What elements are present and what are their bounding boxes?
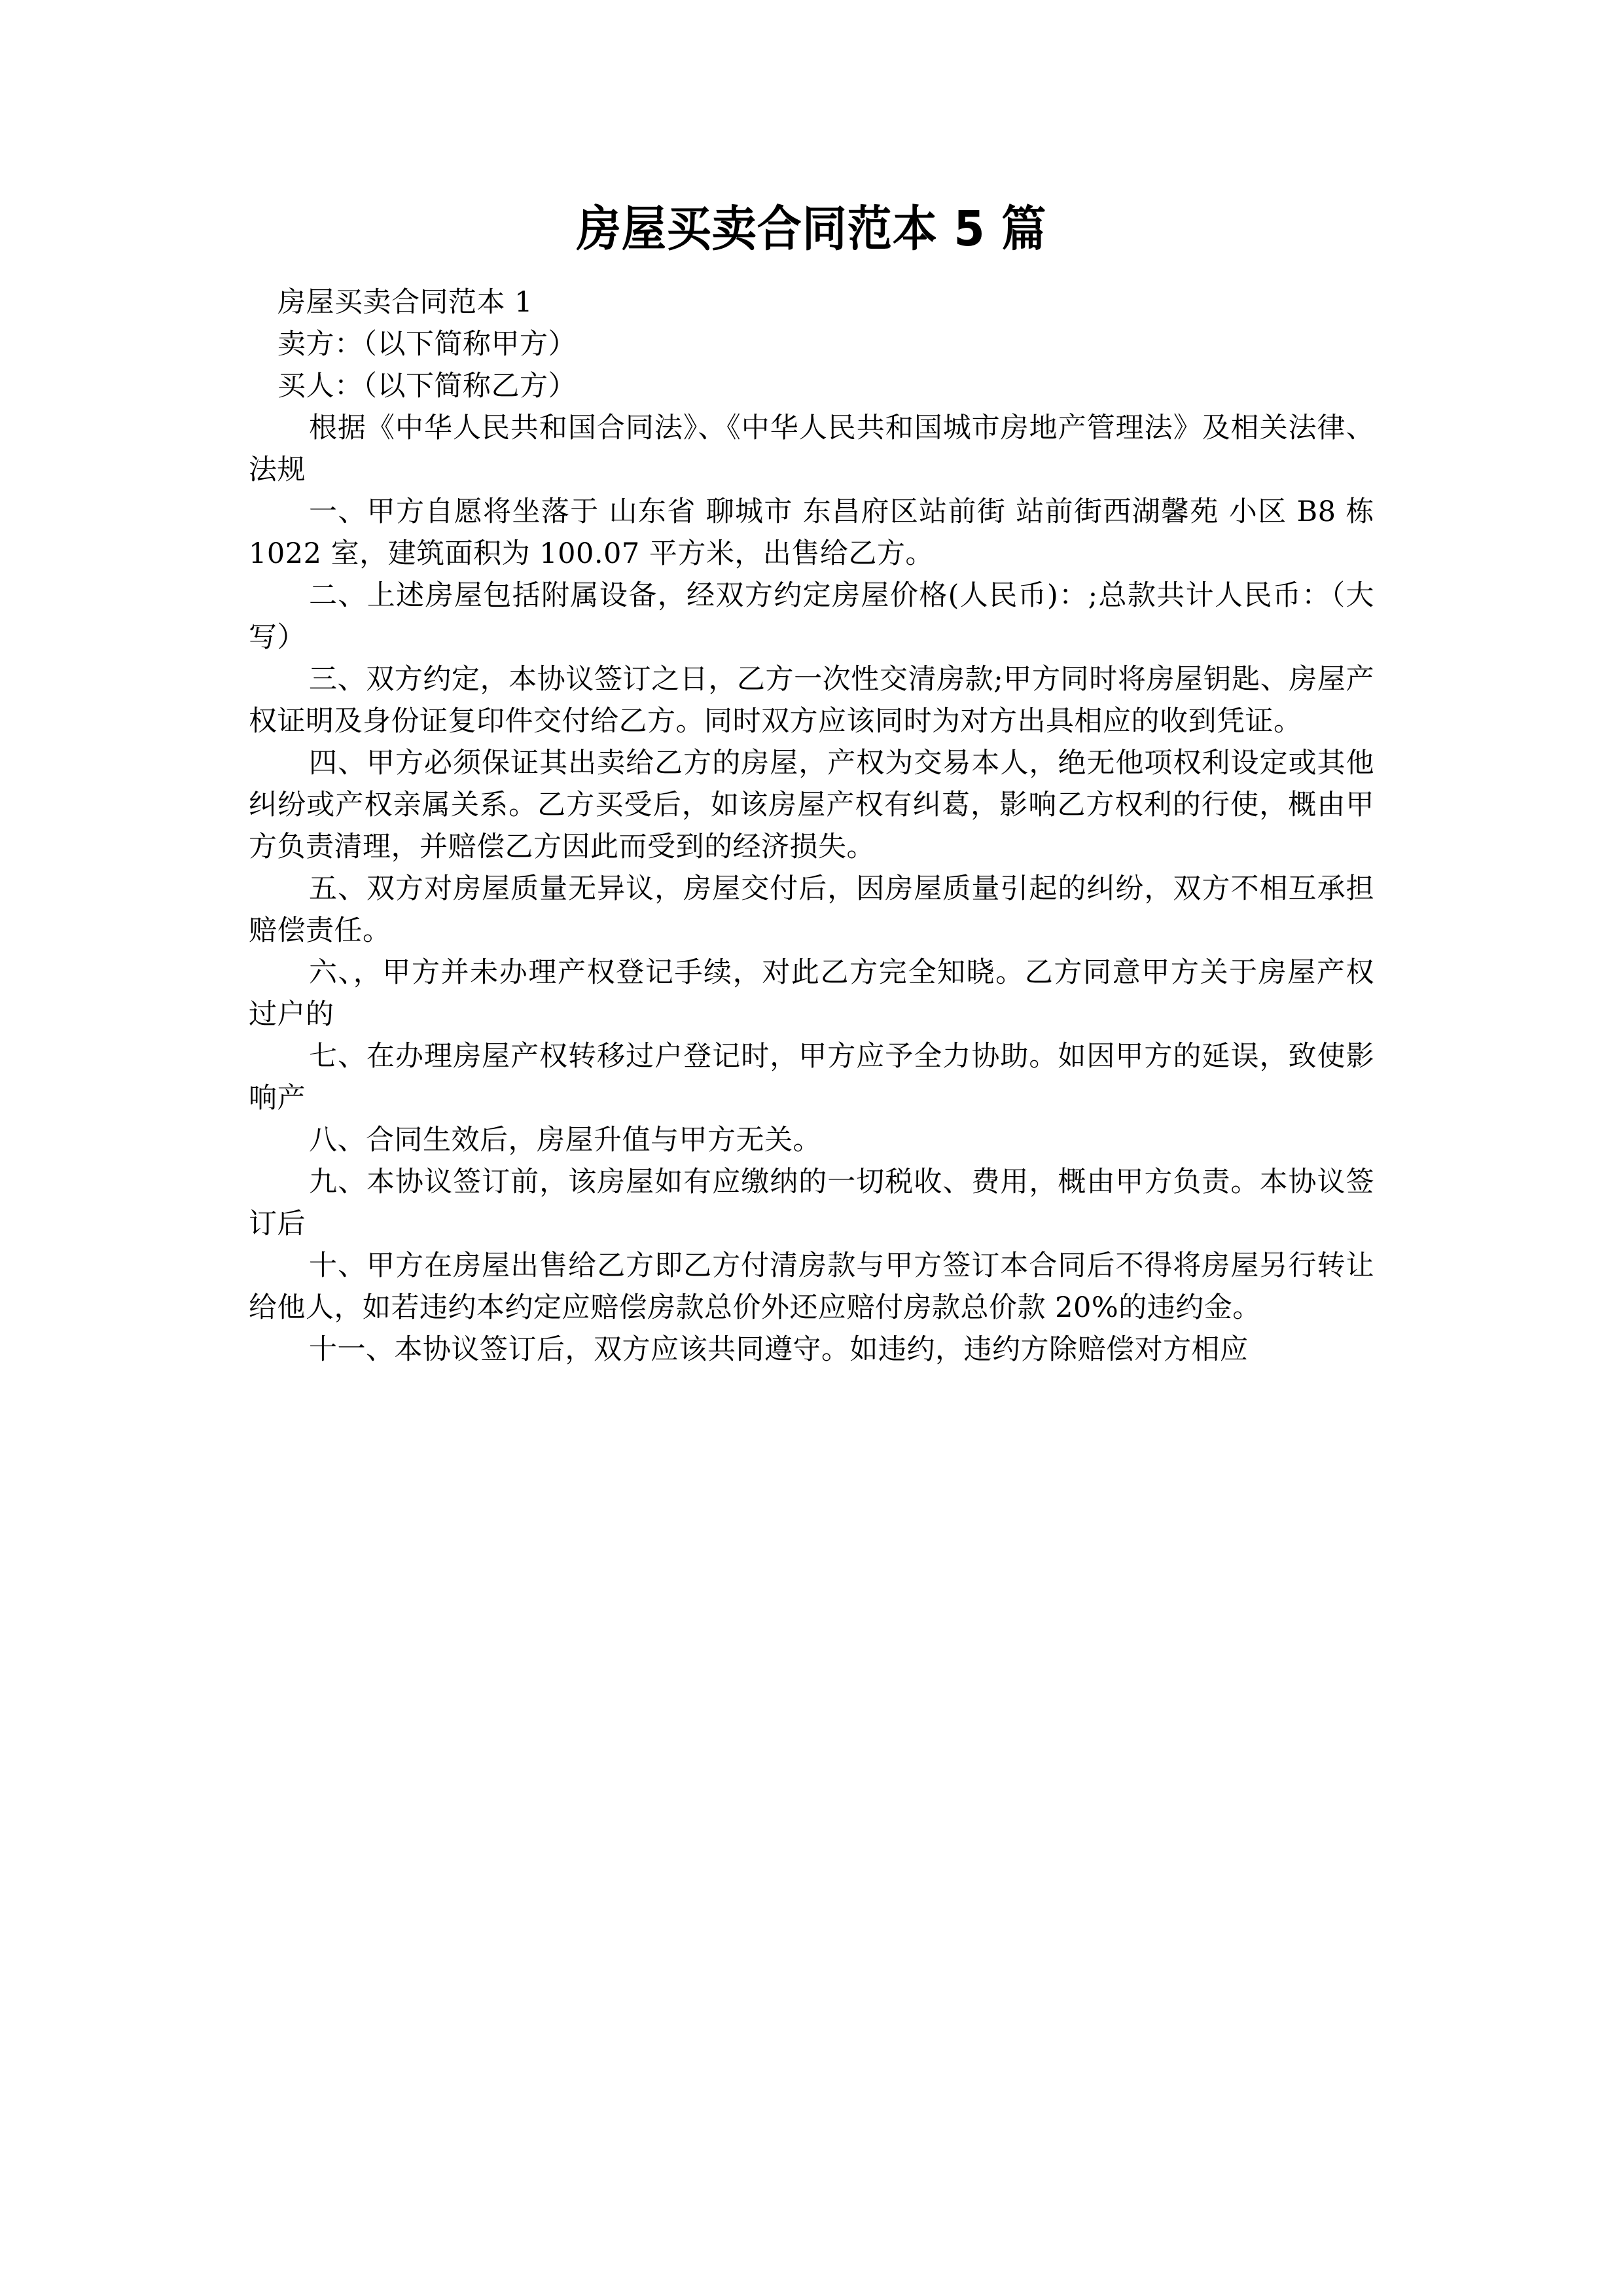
paragraph-clause-4: 四、甲方必须保证其出卖给乙方的房屋，产权为交易本人，绝无他项权利设定或其他纠纷或产权亲属关系。乙方买受后，如该房屋产权有纠葛，影响乙方权利的行使，概由甲方负责清理，并赔偿乙方因此而受到的经济损失。	[249, 747, 1374, 863]
paragraph-clause-7: 七、在办理房屋产权转移过户登记时，甲方应予全力协助。如因甲方的延误，致使影响产	[249, 1040, 1374, 1115]
paragraph-buyer-line: 买人：（以下简称乙方）	[277, 370, 577, 403]
paragraph-preamble: 根据《中华人民共和国合同法》、《中华人民共和国城市房地产管理法》及相关法律、法规	[249, 412, 1374, 486]
paragraph-clause-10: 十、甲方在房屋出售给乙方即乙方付清房款与甲方签订本合同后不得将房屋另行转让给他人，如若违约本约定应赔偿房款总价外还应赔付房款总价款 20%的违约金。	[249, 1249, 1374, 1324]
page-title: 房屋买卖合同范本 5 篇	[576, 201, 1047, 257]
paragraph-clause-11: 十一、本协议签订后，双方应该共同遵守。如违约，违约方除赔偿对方相应	[309, 1333, 1249, 1366]
paragraph-clause-1: 一、甲方自愿将坐落于 山东省 聊城市 东昌府区站前街 站前街西湖馨苑 小区 B8 栋 1022 室，建筑面积为 100.07 平方米，出售给乙方。	[249, 495, 1374, 570]
paragraph-seller-line: 卖方：（以下简称甲方）	[277, 328, 577, 361]
document-content	[249, 0, 1374, 1371]
paragraph-clause-8: 八、合同生效后，房屋升值与甲方无关。	[309, 1124, 821, 1157]
paragraph-clause-9: 九、本协议签订前，该房屋如有应缴纳的一切税收、费用，概由甲方负责。本协议签订后	[249, 1166, 1374, 1240]
title-body-spacer	[249, 262, 1374, 281]
paragraph-clause-2: 二、上述房屋包括附属设备，经双方约定房屋价格(人民币)：;总款共计人民币：（大写）	[249, 579, 1374, 654]
paragraph-heading-sample-1: 房屋买卖合同范本 1	[277, 286, 533, 319]
paragraph-clause-5: 五、双方对房屋质量无异议，房屋交付后，因房屋质量引起的纠纷，双方不相互承担赔偿责任。	[249, 872, 1374, 947]
paragraph-clause-6: 六、，甲方并未办理产权登记手续，对此乙方完全知晓。乙方同意甲方关于房屋产权过户的	[249, 956, 1374, 1031]
paragraph-clause-3: 三、双方约定，本协议签订之日，乙方一次性交清房款;甲方同时将房屋钥匙、房屋产权证明及身份证复印件交付给乙方。同时双方应该同时为对方出具相应的收到凭证。	[249, 663, 1374, 738]
